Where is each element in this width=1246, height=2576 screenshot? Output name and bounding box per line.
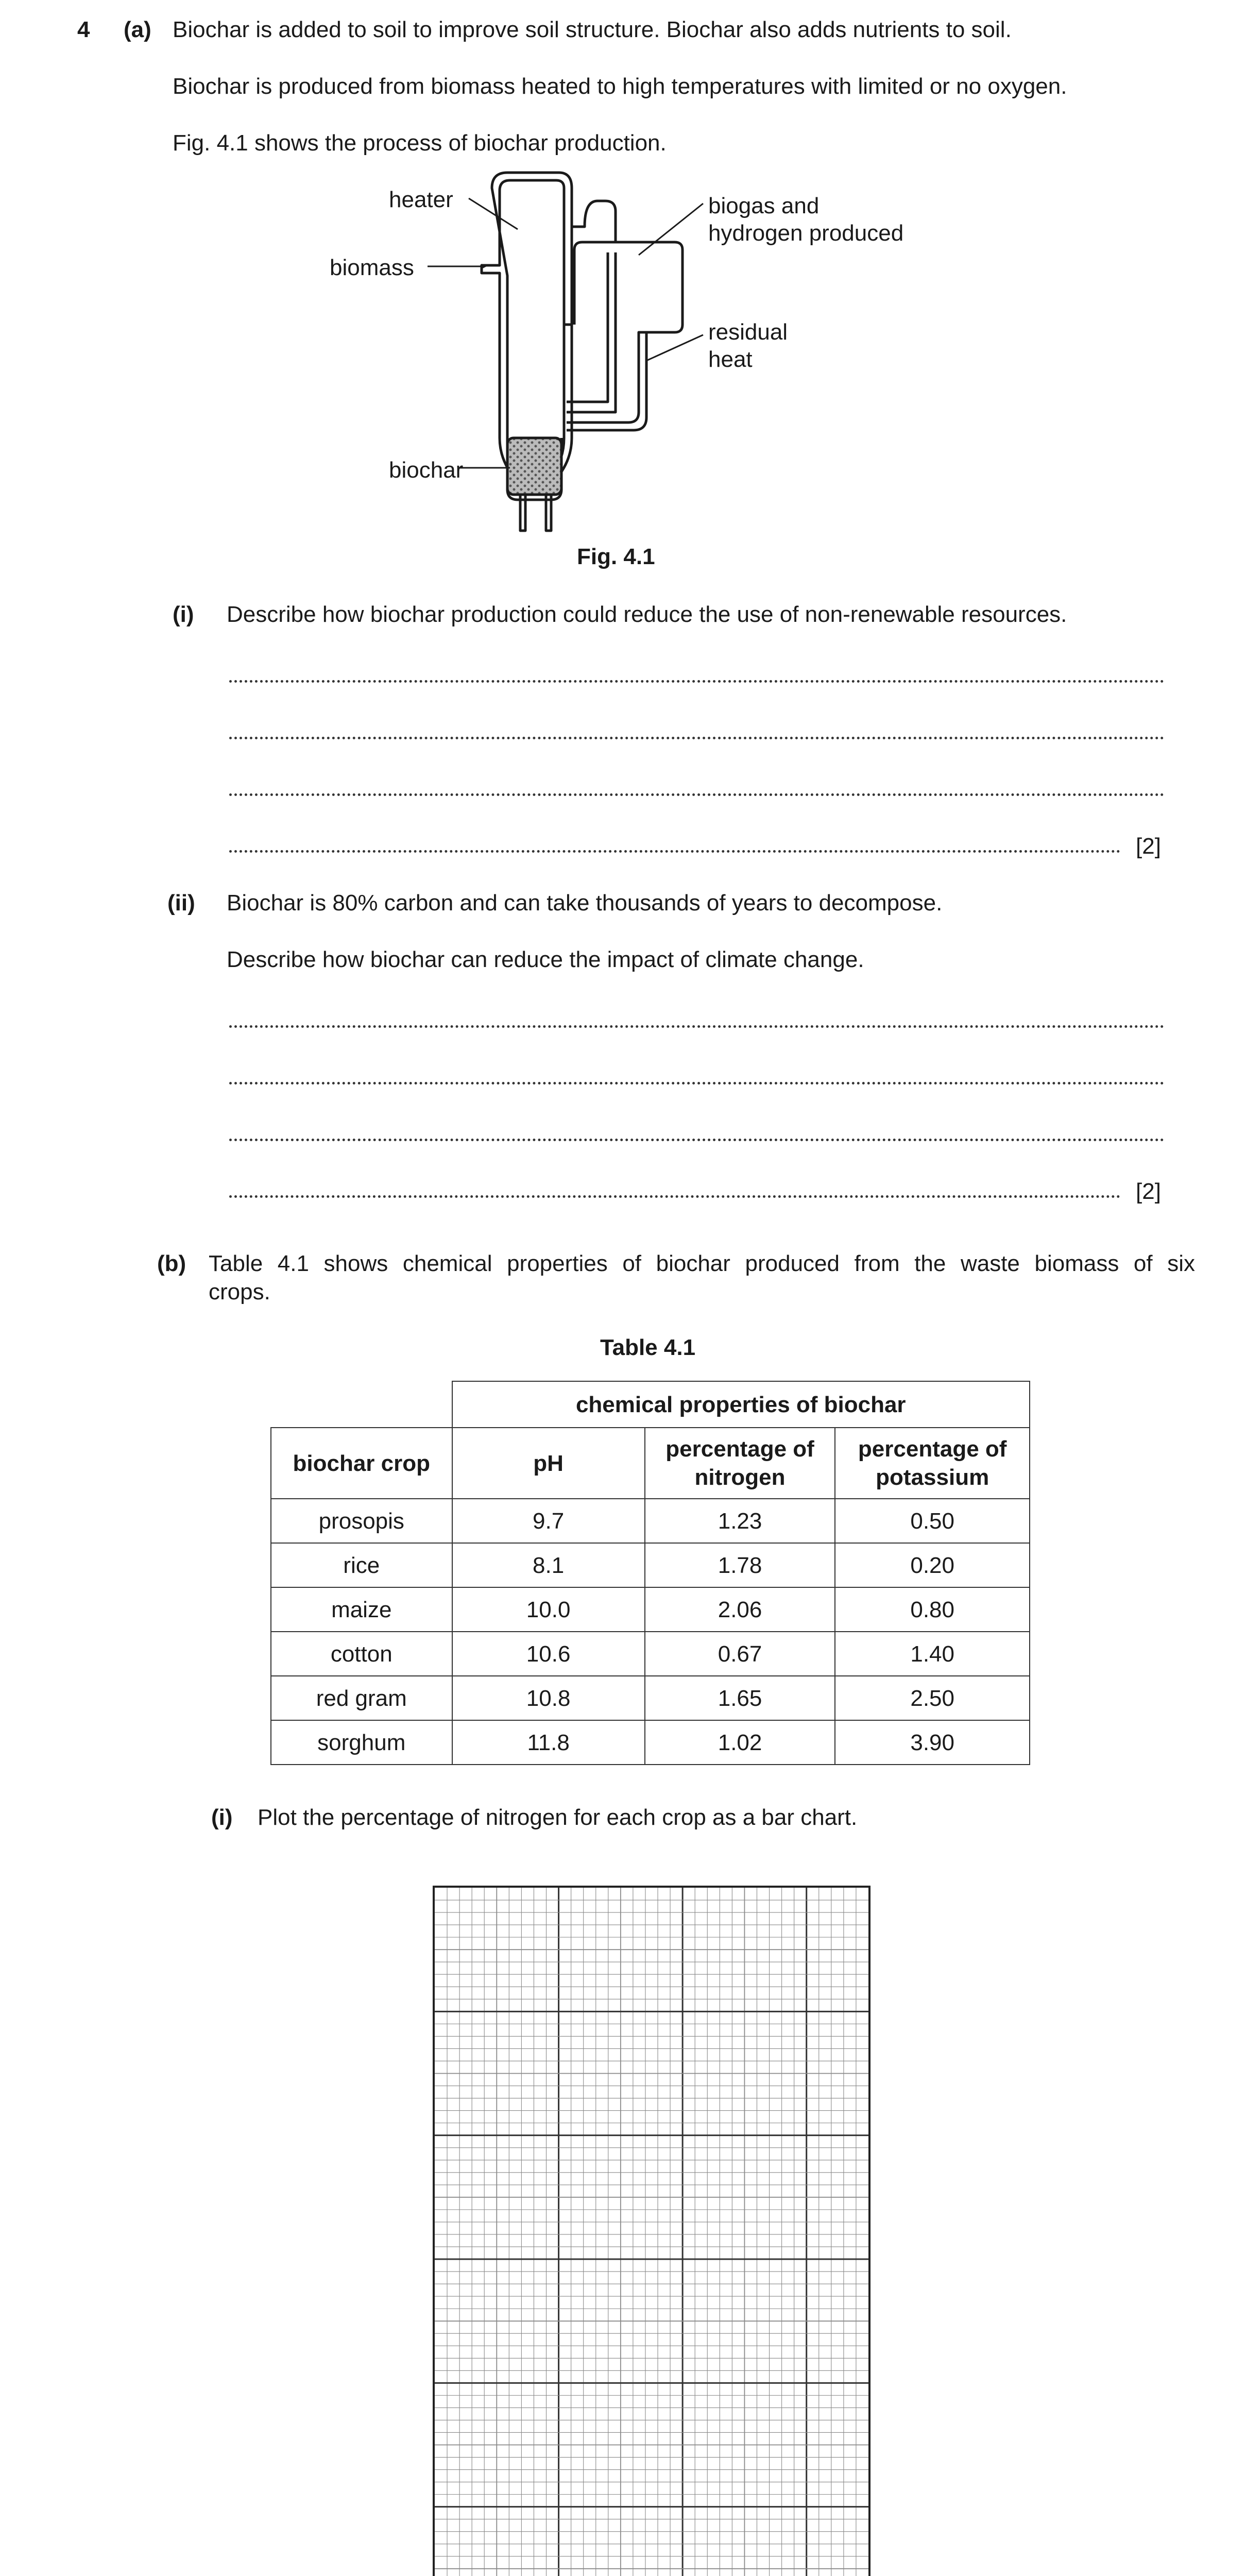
- table-corner: [271, 1381, 452, 1428]
- label-biogas-line1: biogas and: [708, 193, 820, 218]
- label-heater: heater: [389, 187, 453, 212]
- answer-line[interactable]: [229, 1195, 1120, 1198]
- label-biogas-line2: hydrogen produced: [708, 221, 904, 246]
- cell-crop: sorghum: [271, 1720, 452, 1765]
- table-caption: Table 4.1: [600, 1335, 696, 1360]
- chemical-properties-table: [270, 1381, 1030, 1765]
- label-residual-line2: heat: [708, 347, 753, 372]
- cell-crop: prosopis: [271, 1499, 452, 1543]
- part-a-ii-question: Describe how biochar can reduce the impact of climate change.: [227, 947, 864, 972]
- cell-nitrogen: 1.65: [645, 1676, 835, 1720]
- cell-potassium: 3.90: [835, 1720, 1030, 1765]
- cell-potassium: 1.40: [835, 1632, 1030, 1676]
- table-row: [271, 1543, 1030, 1587]
- answer-line[interactable]: [229, 1025, 1164, 1028]
- cell-nitrogen: 1.78: [645, 1543, 835, 1587]
- label-residual-line1: residual: [708, 319, 788, 345]
- cell-nitrogen: 0.67: [645, 1632, 835, 1676]
- part-b-intro-line1: Table 4.1 shows chemical properties of biochar produced from the waste biomass of six: [209, 1251, 1195, 1276]
- answer-line[interactable]: [229, 680, 1164, 683]
- part-a-ii-label: (ii): [167, 890, 195, 916]
- part-b-i-question: Plot the percentage of nitrogen for each crop as a bar chart.: [258, 1805, 858, 1830]
- question-number: 4: [77, 17, 90, 42]
- cell-nitrogen: 2.06: [645, 1587, 835, 1632]
- header-potassium: percentage of potassium: [835, 1428, 1030, 1499]
- graph-paper-grid[interactable]: [433, 1886, 871, 2576]
- cell-ph: 9.7: [452, 1499, 645, 1543]
- part-b-label: (b): [157, 1251, 186, 1276]
- answer-line[interactable]: [229, 1139, 1164, 1141]
- cell-potassium: 0.80: [835, 1587, 1030, 1632]
- part-a-intro-1: Biochar is added to soil to improve soil structure. Biochar also adds nutrients to soil.: [173, 17, 1012, 42]
- cell-ph: 10.0: [452, 1587, 645, 1632]
- cell-nitrogen: 1.02: [645, 1720, 835, 1765]
- answer-line[interactable]: [229, 793, 1164, 796]
- answer-line[interactable]: [229, 850, 1120, 853]
- label-biomass: biomass: [330, 255, 414, 280]
- header-ph: pH: [452, 1428, 645, 1499]
- part-a-i-label: (i): [173, 602, 194, 627]
- part-a-ii-text1: Biochar is 80% carbon and can take thousands of years to decompose.: [227, 890, 943, 916]
- cell-ph: 10.8: [452, 1676, 645, 1720]
- table-row: [271, 1499, 1030, 1543]
- figure-caption: Fig. 4.1: [577, 544, 655, 569]
- cell-potassium: 0.20: [835, 1543, 1030, 1587]
- part-a-label: (a): [124, 17, 151, 42]
- table-group-header: chemical properties of biochar: [452, 1381, 1030, 1428]
- cell-crop: rice: [271, 1543, 452, 1587]
- cell-potassium: 2.50: [835, 1676, 1030, 1720]
- cell-ph: 10.6: [452, 1632, 645, 1676]
- part-a-intro-2: Biochar is produced from biomass heated to high temperatures with limited or no oxygen.: [173, 74, 1067, 99]
- part-a-i-question: Describe how biochar production could reduce the use of non-renewable resources.: [227, 602, 1067, 627]
- header-nitrogen: percentage of nitrogen: [645, 1428, 835, 1499]
- table-row: [271, 1587, 1030, 1632]
- part-b-intro-line2: crops.: [209, 1279, 270, 1304]
- part-a-intro-3: Fig. 4.1 shows the process of biochar production.: [173, 130, 667, 156]
- cell-ph: 8.1: [452, 1543, 645, 1587]
- cell-crop: cotton: [271, 1632, 452, 1676]
- cell-crop: maize: [271, 1587, 452, 1632]
- table-row: [271, 1632, 1030, 1676]
- cell-potassium: 0.50: [835, 1499, 1030, 1543]
- marks-badge: [2]: [1136, 1179, 1161, 1204]
- cell-nitrogen: 1.23: [645, 1499, 835, 1543]
- grid-lines: [435, 1888, 868, 2576]
- header-crop: biochar crop: [271, 1428, 452, 1499]
- answer-line[interactable]: [229, 1082, 1164, 1084]
- marks-badge: [2]: [1136, 834, 1161, 859]
- label-biochar: biochar: [389, 457, 464, 483]
- cell-ph: 11.8: [452, 1720, 645, 1765]
- cell-crop: red gram: [271, 1676, 452, 1720]
- biochar-production-diagram: [0, 170, 1246, 541]
- part-b-i-label: (i): [211, 1805, 233, 1830]
- answer-line[interactable]: [229, 737, 1164, 739]
- table-row: [271, 1720, 1030, 1765]
- table-row: [271, 1676, 1030, 1720]
